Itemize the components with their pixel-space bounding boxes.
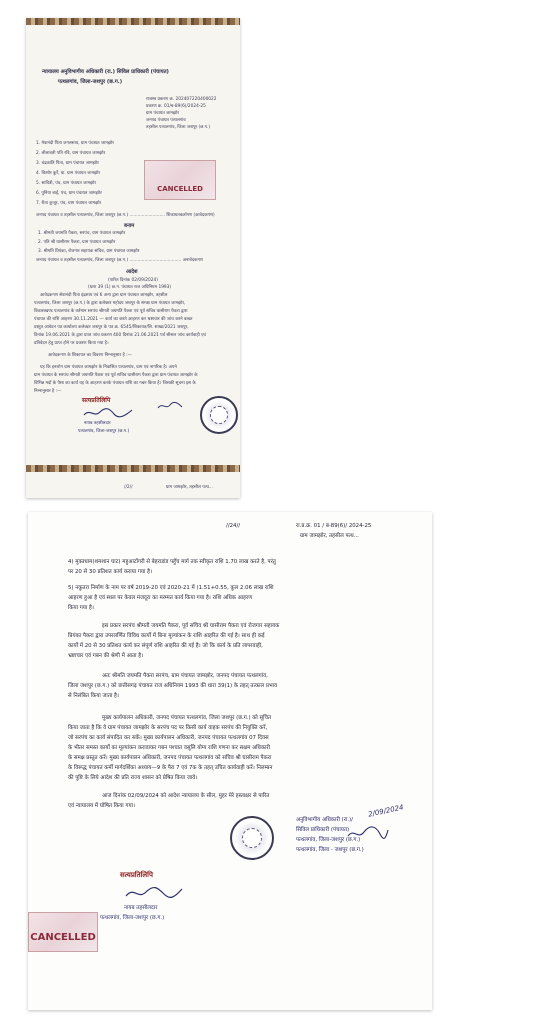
- certified-copy-title: सत्यप्रतिलिपि: [82, 397, 111, 404]
- respondent-item: 3. श्रीमति प्रियंका, रोजगार सहायक सचिव, ग्राम पंचायत जामझोर: [38, 249, 140, 254]
- paragraph-line: जिला जशपुर (छ.ग.) को छत्तीसगढ़ पंचायत राज अधिनियम 1993 की धारा 39(1) के तहत् तत्काल प्रभाव: [68, 683, 278, 689]
- footer-village: ग्राम जामझोर, तहसील पत्थ...: [166, 485, 213, 490]
- header-right-line: जनपद पंचायत पत्थलगांव: [146, 118, 186, 123]
- header-right-line: ग्राम पंचायत जामझोर: [146, 111, 180, 116]
- paragraph-line: आज दिनांक 02/09/2024 को आदेश न्यायालय के सील, मुहर मेरे हस्ताक्षर से पारित: [102, 793, 270, 799]
- header-right-line: प्रकरण क्र. 01/ब-89(6)/2024-25: [146, 104, 206, 109]
- paragraph-line: के विरूद्ध पंचायत कर्मी मार्गदर्शिका अध्याय—9 के पैरा 7 एवं 7क के तहत् उचित कार्यवाही करें। निलम्बन: [68, 765, 273, 771]
- document-page-1: [26, 18, 240, 498]
- list-item: 1. मेवानंदी पिता जगलसाय, ग्राम पंचायत जामझोर: [36, 141, 114, 146]
- body-line: दिनांक 19.06.2021 के द्वारा प्राप्त जांच प्रकरण 400 दिनांक 21.06.2021 पर्व सीसल जांच कार्यवाही एवं: [34, 333, 206, 338]
- header-right-line: राजस्व प्रकरण क्र. 202407220400022: [146, 97, 217, 102]
- header-right-line: तहसील पत्थलगांव, जिला जशपुर (छ.ग.): [146, 125, 211, 130]
- respondent-item: 2. पति श्री घासीराम पैकरा, ग्राम पंचायत जामझोर: [38, 240, 116, 245]
- list-item: 3. चंद्रकांति पिता, ग्राम पंचायत जामझोर: [36, 161, 99, 166]
- body-line: प्रस्तुत आवेदन पत्र कार्यालय कलेक्टर जशपुर के पत्र क्र. 6545/शिकायत/लि. शाखा/2021 जशपुर,: [34, 325, 189, 330]
- complaint-line: यह कि इनलोग ग्राम पंचायत जामझोर के निवासित पत्थलगांव, ग्राम एवं नागरिक है। अपने: [40, 365, 177, 370]
- paragraph-line: से निलंबित किया जाता है।: [68, 693, 119, 699]
- signature-scribble: [82, 406, 134, 420]
- respondent-item: 1. श्रीमती जयमति पैकरा, सरपंच, ग्राम पंचायत जामझोर: [38, 231, 126, 236]
- body-line: पंचायत की राशि आहरण 30.11.2021 — कार्य का करते आहरण कर भ्रष्टाचार की जांच करने बाबत: [34, 317, 193, 322]
- item-line: 4) मुक्तधाम(शमशान घाट) महुआटोंगरी से बेहराडांड पहुँच मार्ग तक स्वीकृत राशि 1.70 लाख करते है, परंतु: [68, 559, 276, 565]
- case-number: रा.प्र.क्र. 01 / ब-89(6)/ 2024-25: [296, 523, 372, 529]
- paragraph-line: की पुष्टि के लिये आदेश की प्रति राज्य शासन को प्रेषित किया जावे।: [68, 775, 198, 781]
- header-village: ग्राम जामझोर, तहसील पत्थ...: [300, 533, 359, 539]
- binding-strip-bottom: [26, 465, 240, 472]
- officer-line: अनुविभागीय अधिकारी (रा.)/: [296, 817, 353, 823]
- sign-location: पत्थलगांव, जिला-जशपुर (छ.ग.): [78, 429, 130, 434]
- office-title-line2: पत्थलगांव, जिला-जशपुर (छ.ग.): [58, 79, 123, 85]
- order-title: आदेश: [126, 269, 138, 275]
- sign-designation: नायब तहसीलदार: [124, 905, 158, 911]
- paragraph-line: अतः श्रीमति जयमति पैकरा सरपंच, ग्राम पंचायत जामझोर, जनपद पंचायत पत्थलगांव,: [102, 673, 268, 679]
- complaint-line: निम्नानुसार है :—: [34, 389, 62, 394]
- cancelled-stamp-text: CANCELLED: [157, 185, 203, 193]
- paragraph-line: एवं न्यायालय में घोषित किया गया।: [68, 803, 136, 809]
- paragraph-line: किया जाता है कि वे ग्राम पंचायत जामझोर के सरपंच पद पर किसी कार्य वाहक सरपंच की नियुक्ति करें,: [68, 725, 268, 731]
- binding-strip-top: [26, 18, 240, 25]
- paragraph-line: भ्रष्टाचार एवं गबन की श्रेणी में आता है।: [68, 653, 144, 659]
- officer-line: सिविल प्राधिकारी (पंचायत): [296, 827, 350, 833]
- list-item: 5. सावित्री, पंच, ग्राम पंचायत जामझोर: [36, 181, 97, 186]
- list-item: 2. लीलावती पति रवि, ग्राम पंचायत जामझोर: [36, 151, 106, 156]
- certified-copy-title: सत्यप्रतिलिपि: [120, 871, 153, 879]
- cancelled-stamp: [144, 160, 216, 200]
- cancelled-stamp-text: CANCELLED: [30, 932, 96, 943]
- sign-location: पत्थलगांव, जिला-जशपुर (छ.ग.): [100, 915, 165, 921]
- official-seal: [200, 396, 238, 434]
- officer-line: पत्थलगांव, जिला - जशपुर (छ.ग.): [296, 847, 364, 853]
- signature-scribble: [124, 884, 184, 902]
- officer-line: पत्थलगांव, जिला-जशपुर (छ.ग.): [296, 837, 361, 843]
- paragraph-line: मुख्य कार्यपालन अधिकारी, जनपद पंचायत पत्थलगांव, जिला जशपुर (छ.ग.) को सूचित: [102, 715, 272, 721]
- signature-scribble: [156, 400, 184, 412]
- paragraph-line: जो सरपंच का कार्य संपादित कर सकें। मुख्य कार्यपालन अधिकारी, जनपद पंचायत पत्थलगांव 07 दिवस: [68, 735, 269, 741]
- paragraph-line: के भीतर समस्त कार्यो का मूल्यांकन करावाकर गबन पश्चात वसूलि योग्य राशि गणना कर सक्षम अधिकारी: [68, 745, 270, 751]
- document-page-2: [28, 512, 432, 1010]
- handwritten-date: 2/09/2024: [367, 803, 405, 819]
- item-line: किया गया है।: [68, 605, 94, 611]
- office-title-line1: न्यायालय अनुविभागीय अधिकारी (रा.) सिविल प्राधिकारी (पंचायत): [42, 69, 169, 75]
- body-line: पत्थलगांव, जिला जशपुर (छ.ग.) के द्वारा कलेक्टर महोदय जशपुर के समक्ष ग्राम पंचायत जामझोर,: [34, 301, 186, 306]
- paragraph-line: इस प्रकार सरपंच श्रीमती जयमति पैकरा, पूर्व सचिव श्री घासीराम पैकरा एवं रोजगार सहायक: [102, 623, 280, 629]
- body-line: विकासखण्ड पत्थलगांव के वर्तमान सरपंच श्रीमती जयमति पैकरा एवं पूर्व सचिव घासीराम पैकरा द्वारा: [34, 309, 188, 314]
- page-number: //2//: [124, 485, 133, 490]
- court-seal: [230, 816, 274, 860]
- list-item: 6. पुनिया बाई, पंच, ग्राम पंचायत जामझोर: [36, 191, 102, 196]
- paragraph-line: प्रियंका पैकरा द्वारा उपरलर्णित विविध कार्यों में बिना मूल्यांकन के राशि आहरित की गई है। साथ ही कई: [68, 633, 265, 639]
- item-line: आहरण हुआ है एवं स्थल पर केवल मजदूरा का मरम्मत कार्य किया गया है। राशि अधिक आहरण: [68, 595, 253, 601]
- applicant-line: जनपद पंचायत व तहसील पत्थलगांव, जिला जशपुर (छ.ग.) .......................... शिकायतकर्तागण (आवेदकगण): [36, 213, 215, 218]
- officer-signature: [346, 824, 390, 842]
- complaint-line: विभिन्न मदों के पैसा का कार्य वह के आहरण करके पंचायत राशि का गबन किया है। जिसकी सूचना इस के: [34, 381, 196, 386]
- sign-designation: नायब तहसीलदार: [84, 421, 111, 426]
- complaint-heading: आवेदकगण के शिकायत का विवरण निम्नानुसार है :—: [48, 353, 132, 358]
- page-number: //24//: [226, 523, 241, 529]
- item-line: 5) नकुतरा निर्माण के नाम पर वर्ष 2019-20 एवं 2020-21 में (1.51+0.55, कुल 2.06 लाख राशि: [68, 585, 274, 591]
- cancelled-stamp: [28, 912, 98, 952]
- respondent-tail: जनपद पंचायत व तहसील पत्थलगांव, जिला जशपुर (छ.ग.) ...................................... अनावेदकगण: [36, 258, 203, 263]
- list-item: 7. रीता कुजूर, पंच, ग्राम पंचायत जामझोर: [36, 201, 102, 206]
- order-act-reference: (धारा 39 (1) छ.ग. पंचायत राज अधिनियम 1993): [88, 285, 172, 290]
- order-date: (पारित दिनांक 02/09/2024): [108, 278, 158, 283]
- complaint-line: ग्राम पंचायत के सरपंच श्रीमती जयमति पैकरा एवं पूर्व सचिव घासीराम पैकरा द्वारा ग्राम पंचायत जामझोर के: [34, 373, 198, 378]
- body-line: आवेदकगण सेवानंदी पिता इंद्रसाय एवं 6 अन्य द्वारा ग्राम पंचायत जामझोर, तहसील: [40, 293, 168, 298]
- list-item: 4. किशोर कुर्रे, ग्रा. ग्राम पंचायत जामझोर: [36, 171, 101, 176]
- item-line: पर 20 से 30 प्रतिशत कार्य कराया गया है।: [68, 569, 153, 575]
- paragraph-line: कार्यों में 20 से 30 प्रतिशत कार्य कर संपूर्ण राशि आहरित की गई है। जो कि कार्य के प्रति लापरवाही,: [68, 643, 263, 649]
- versus-label: बनाम: [124, 223, 135, 229]
- body-line: प्रतिवेदन हेतु प्राप्त होने पर प्रकरण किया गया है।: [34, 341, 109, 346]
- paragraph-line: के समक्ष प्रस्तुत करें। मुख्य कार्यपालन अधिकारी, जनपद पंचायत पत्थलगांव को सचिव श्री घासीराम पैकरा: [68, 755, 272, 761]
